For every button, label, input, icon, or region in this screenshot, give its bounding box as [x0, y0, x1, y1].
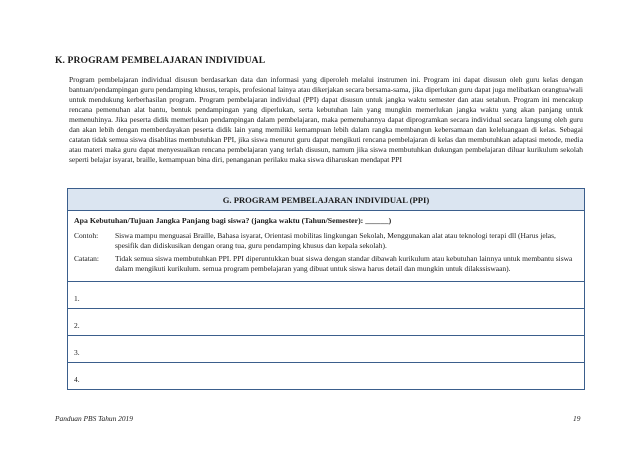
section-heading: K. PROGRAM PEMBELAJARAN INDIVIDUAL — [55, 55, 266, 66]
note-label: Catatan: — [74, 254, 99, 264]
table-row[interactable]: 1. — [68, 282, 585, 309]
question-text: Apa Kebutuhan/Tujuan Jangka Panjang bagi siswa? (jangka waktu (Tahun/Semester): ______) — [74, 216, 392, 225]
example-row — [74, 231, 578, 250]
table-row[interactable]: 2. — [68, 309, 585, 336]
note-text: Tidak semua siswa membutuhkan PPI. PPI diperuntukkan buat siswa dengan standar dibawah kurikulum atau kebutuhan lainnya untuk membantu siswa dalam mengikuti kurikulum. semua program pembelajaran yang dibuat untuk siswa harus detail dan mungkin untuk dilakssiswaan). — [115, 254, 573, 273]
table-row[interactable]: 4. — [68, 363, 585, 390]
question-cell — [68, 211, 585, 282]
table-title: G. PROGRAM PEMBELAJARAN INDIVIDUAL (PPI) — [68, 189, 585, 211]
page-number: 19 — [573, 414, 581, 423]
footer-title: Panduan PBS Tahun 2019 — [55, 414, 133, 423]
note-row — [74, 254, 578, 273]
intro-paragraph: Program pembelajaran individual disusun berdasarkan data dan informasi yang diperoleh melalui instrumen ini. Program ini dapat disusun oleh guru kelas dengan bantuan/pendampingan guru pendamping khusus, terapis, profesional lainya atau dikerjakan secara bersama-sama, jika diperlukan guru dapat juga melibatkan orangtua/wali untuk mendukung kerberhasilan program. Program pembelajaran individual (PPI) dapat disusun untuk jangka waktu semester dan atau setahun. Program ini mencakup rencana pemenuhan alat bantu, bentuk pendampingan yang diperlukan, serta kebutuhan lain yang mungkin memerlukan jangka waktu yang akan panjang untuk memenuhinya. Jika peserta didik memerlukan pendampingan dalam pembelajaran, maka pemenuhannya dapat diprogramkan secara individual secara langsung oleh guru dan akan lebih dengan memberdayakan peserta didik lain yang memiliki kemampuan lebih dalam rangka membangun kebersamaan dan keleluangaan di kelas. Sebagai catatan tidak semua siswa disablitas membutuhkan PPI, jika siswa menurut guru dapat mengikuti rencana pembelajaran di kelas dan membutuhkan adaptasi metode, media atau materi maka guru dapat menyesuaikan rencana pembelajaran yang terlah disusun, namum jika siswa membutuhkan dukungan pembelajaran diluar kurikulum sekolah seperti belajar isyarat, braille, kemampuan bina diri, penanganan perilaku maka siswa diharuskan mendapat PPI — [69, 75, 583, 164]
example-label: Contoh: — [74, 231, 99, 240]
ppi-table — [67, 188, 585, 390]
example-text: Siswa mampu menguasai Braille, Bahasa isyarat, Orientasi mobilitas lingkungan Sekolah, Menggunakan alat atau teknologi terapi dll (Harus jelas, spesifik dan didiskusikan dengan orang tua, guru pendamping khusus dan kepala sekolah). — [115, 231, 556, 250]
table-row[interactable]: 3. — [68, 336, 585, 363]
